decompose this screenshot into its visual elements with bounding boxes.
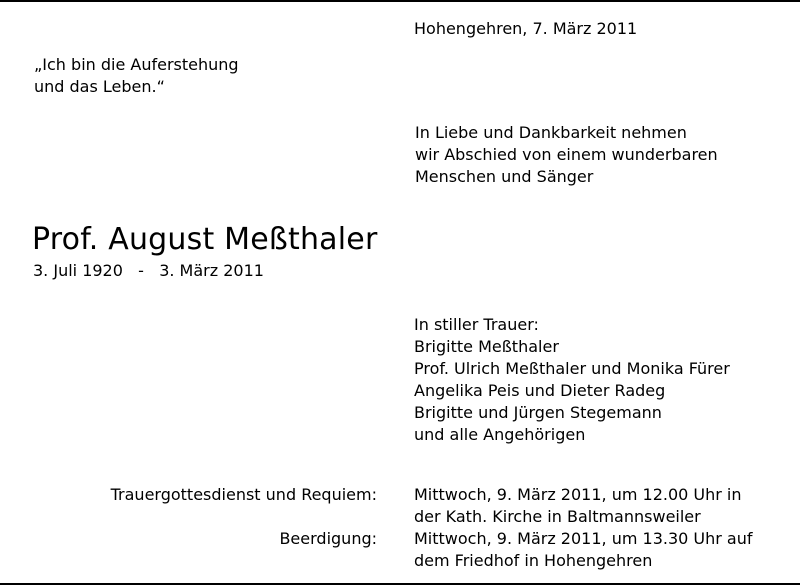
farewell-line: wir Abschied von einem wunderbaren	[415, 145, 718, 164]
quote-line: und das Leben.“	[34, 77, 165, 96]
deceased-name: Prof. August Meßthaler	[32, 222, 378, 257]
mourner-name: Angelika Peis und Dieter Radeg	[414, 381, 666, 400]
burial-line: Mittwoch, 9. März 2011, um 13.30 Uhr auf	[414, 529, 753, 548]
burial-details	[414, 528, 794, 572]
mourner-name: und alle Angehörigen	[414, 425, 586, 444]
place-date: Hohengehren, 7. März 2011	[414, 19, 638, 38]
mourner-name: Brigitte und Jürgen Stegemann	[414, 403, 662, 422]
farewell-line: Menschen und Sänger	[415, 167, 594, 186]
burial-label: Beerdigung:	[279, 529, 377, 548]
mourner-name: Prof. Ulrich Meßthaler und Monika Fürer	[414, 359, 730, 378]
service-details	[414, 484, 794, 528]
service-label: Trauergottesdienst und Requiem:	[110, 485, 377, 504]
farewell-text	[415, 122, 718, 188]
mourners-heading: In stiller Trauer:	[414, 315, 539, 334]
farewell-line: In Liebe und Dankbarkeit nehmen	[415, 123, 687, 142]
mourner-name: Brigitte Meßthaler	[414, 337, 559, 356]
mourners-list	[414, 314, 730, 446]
quote-line: „Ich bin die Auferstehung	[34, 55, 239, 74]
bible-quote	[34, 54, 239, 98]
service-line: der Kath. Kirche in Baltmannsweiler	[414, 507, 701, 526]
service-line: Mittwoch, 9. März 2011, um 12.00 Uhr in	[414, 485, 742, 504]
life-dates: 3. Juli 1920 - 3. März 2011	[33, 261, 264, 280]
burial-line: dem Friedhof in Hohengehren	[414, 551, 653, 570]
